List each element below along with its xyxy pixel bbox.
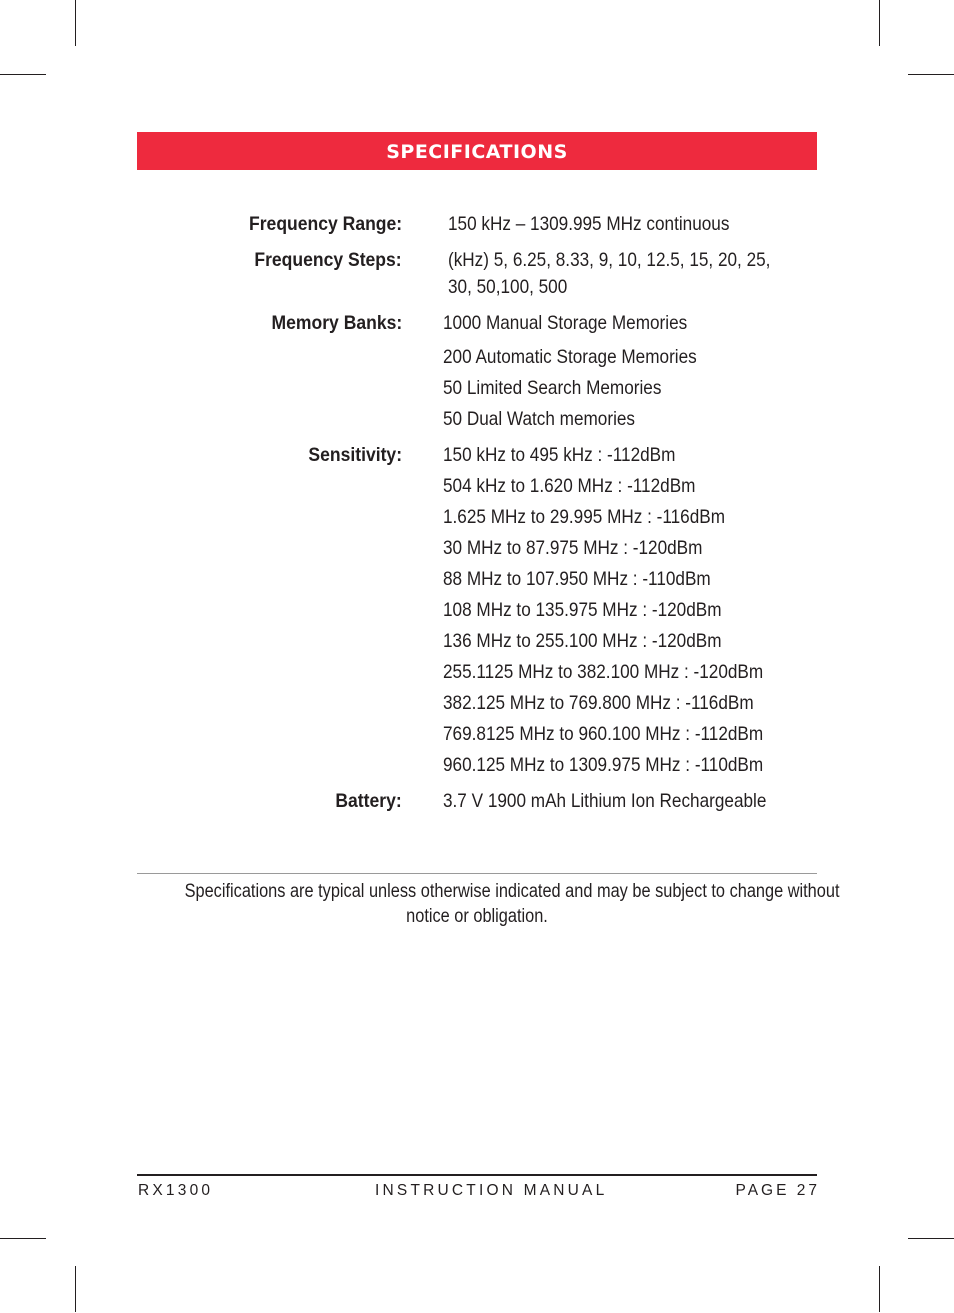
section-title: SPECIFICATIONS	[386, 141, 568, 163]
crop-mark	[908, 74, 954, 75]
footer-page-number: PAGE 27	[735, 1182, 820, 1199]
spec-label-frequency-steps: Frequency Steps:	[254, 249, 402, 271]
spec-value: 382.125 MHz to 769.800 MHz : -116dBm	[443, 692, 754, 714]
spec-value: 504 kHz to 1.620 MHz : -112dBm	[443, 475, 696, 497]
spec-value: 88 MHz to 107.950 MHz : -110dBm	[443, 568, 711, 590]
spec-value: 200 Automatic Storage Memories	[443, 346, 697, 368]
note-line: Specifications are typical unless otherwise indicated and may be subject to change without	[184, 881, 840, 902]
crop-mark	[0, 74, 46, 75]
spec-value: 50 Dual Watch memories	[443, 408, 636, 430]
spec-value: 1000 Manual Storage Memories	[443, 312, 688, 334]
footer-model: RX1300	[138, 1182, 214, 1199]
footer-manual-title: INSTRUCTION MANUAL	[375, 1182, 608, 1199]
spec-value: 255.1125 MHz to 382.100 MHz : -120dBm	[443, 661, 764, 683]
spec-value: 150 kHz to 495 kHz : -112dBm	[443, 444, 676, 466]
footer-rule	[137, 1174, 817, 1176]
spec-value: (kHz) 5, 6.25, 8.33, 9, 10, 12.5, 15, 20, 25,	[448, 249, 771, 271]
spec-value: 136 MHz to 255.100 MHz : -120dBm	[443, 630, 722, 652]
spec-value: 30 MHz to 87.975 MHz : -120dBm	[443, 537, 703, 559]
spec-label-sensitivity: Sensitivity:	[308, 444, 402, 466]
specifications-note	[137, 879, 840, 929]
crop-mark	[75, 0, 76, 46]
spec-value: 1.625 MHz to 29.995 MHz : -116dBm	[443, 506, 726, 528]
crop-mark	[75, 1266, 76, 1312]
spec-value: 960.125 MHz to 1309.975 MHz : -110dBm	[443, 754, 764, 776]
note-line: notice or obligation.	[406, 906, 548, 927]
crop-mark	[0, 1238, 46, 1239]
divider	[137, 873, 817, 874]
spec-value: 150 kHz – 1309.995 MHz continuous	[448, 213, 730, 235]
spec-label-frequency-range: Frequency Range:	[248, 213, 402, 235]
spec-value: 30, 50,100, 500	[448, 276, 568, 298]
crop-mark	[879, 0, 880, 46]
crop-mark	[879, 1266, 880, 1312]
spec-value: 108 MHz to 135.975 MHz : -120dBm	[443, 599, 722, 621]
spec-value: 769.8125 MHz to 960.100 MHz : -112dBm	[443, 723, 764, 745]
spec-value: 3.7 V 1900 mAh Lithium Ion Rechargeable	[443, 790, 767, 812]
spec-label-battery: Battery:	[335, 790, 402, 812]
spec-label-memory-banks: Memory Banks:	[271, 312, 402, 334]
section-banner	[137, 132, 817, 170]
crop-mark	[908, 1238, 954, 1239]
spec-value: 50 Limited Search Memories	[443, 377, 662, 399]
